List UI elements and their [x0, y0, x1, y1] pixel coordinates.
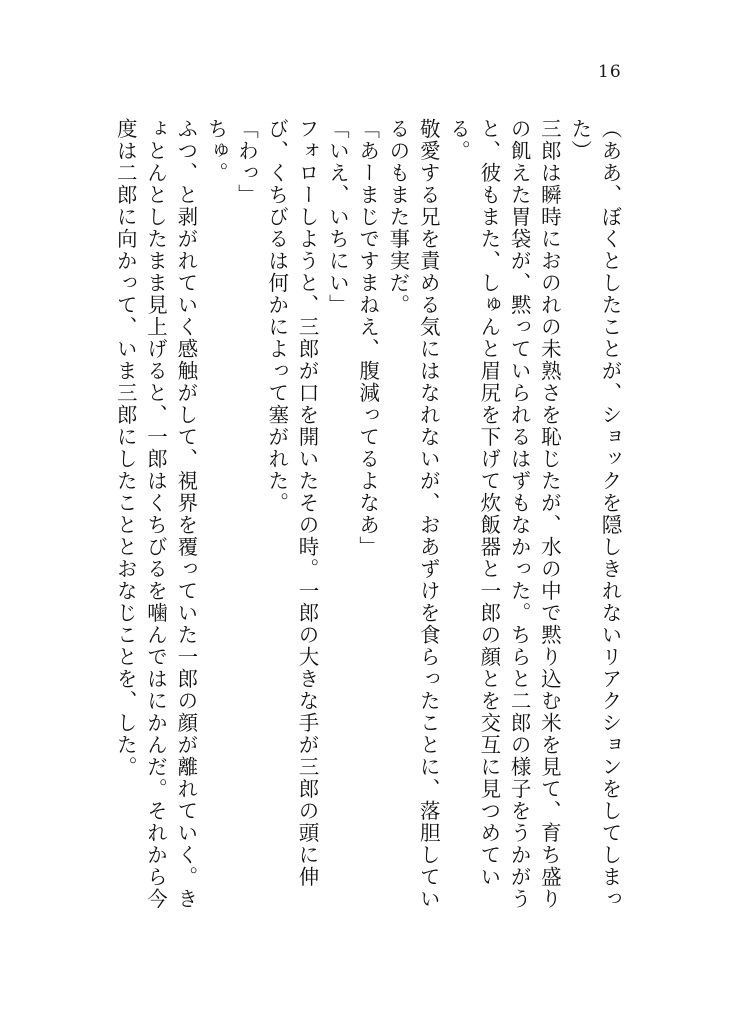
paragraph-line: 「いえ、いちにい」 [325, 118, 350, 316]
paragraph-line: 「わっ」 [234, 118, 259, 206]
paragraph-line: フォローしようと、三郎が口を開いたその時。一郎の大きな手が三郎の頭に伸び、くちびるは何かによって塞がれた。 [264, 118, 320, 888]
paragraph-line: 「あーまじですまねえ、腹減ってるよなあ」 [355, 118, 380, 558]
paragraph-line: 三郎は瞬時におのれの未熟さを恥じたが、水の中で黙り込む米を見て、育ち盛りの飢えた胃袋が、黙っていられるはずもなかった。ちらと二郎の様子をうかがうと、彼もまた、しゅんと眉尻を下げて炊飯器と一郎の顔とを交互に見つめている。 [446, 118, 562, 910]
paragraph-line: ふつ、と剥がれていく感触がして、視界を覆っていた一郎の顔が離れていく。きょとんとしたまま見上げると、一郎はくちびるを噛んではにかんだ。それから今度は二郎に向かって、いま三郎にしたこととおなじことを、した。 [113, 118, 198, 910]
paragraph-line: 敬愛する兄を責める気にはなれないが、おあずけを食らったことに、落胆しているのもまた事実だ。 [385, 118, 441, 910]
page-number: 16 [598, 62, 622, 82]
paragraph-line: （ああ、ぼくとしたことが、ショックを隠しきれないリアクションをしてしまった） [567, 118, 622, 910]
vertical-body-text [105, 118, 625, 918]
paragraph-line: ちゅ。 [204, 118, 229, 184]
